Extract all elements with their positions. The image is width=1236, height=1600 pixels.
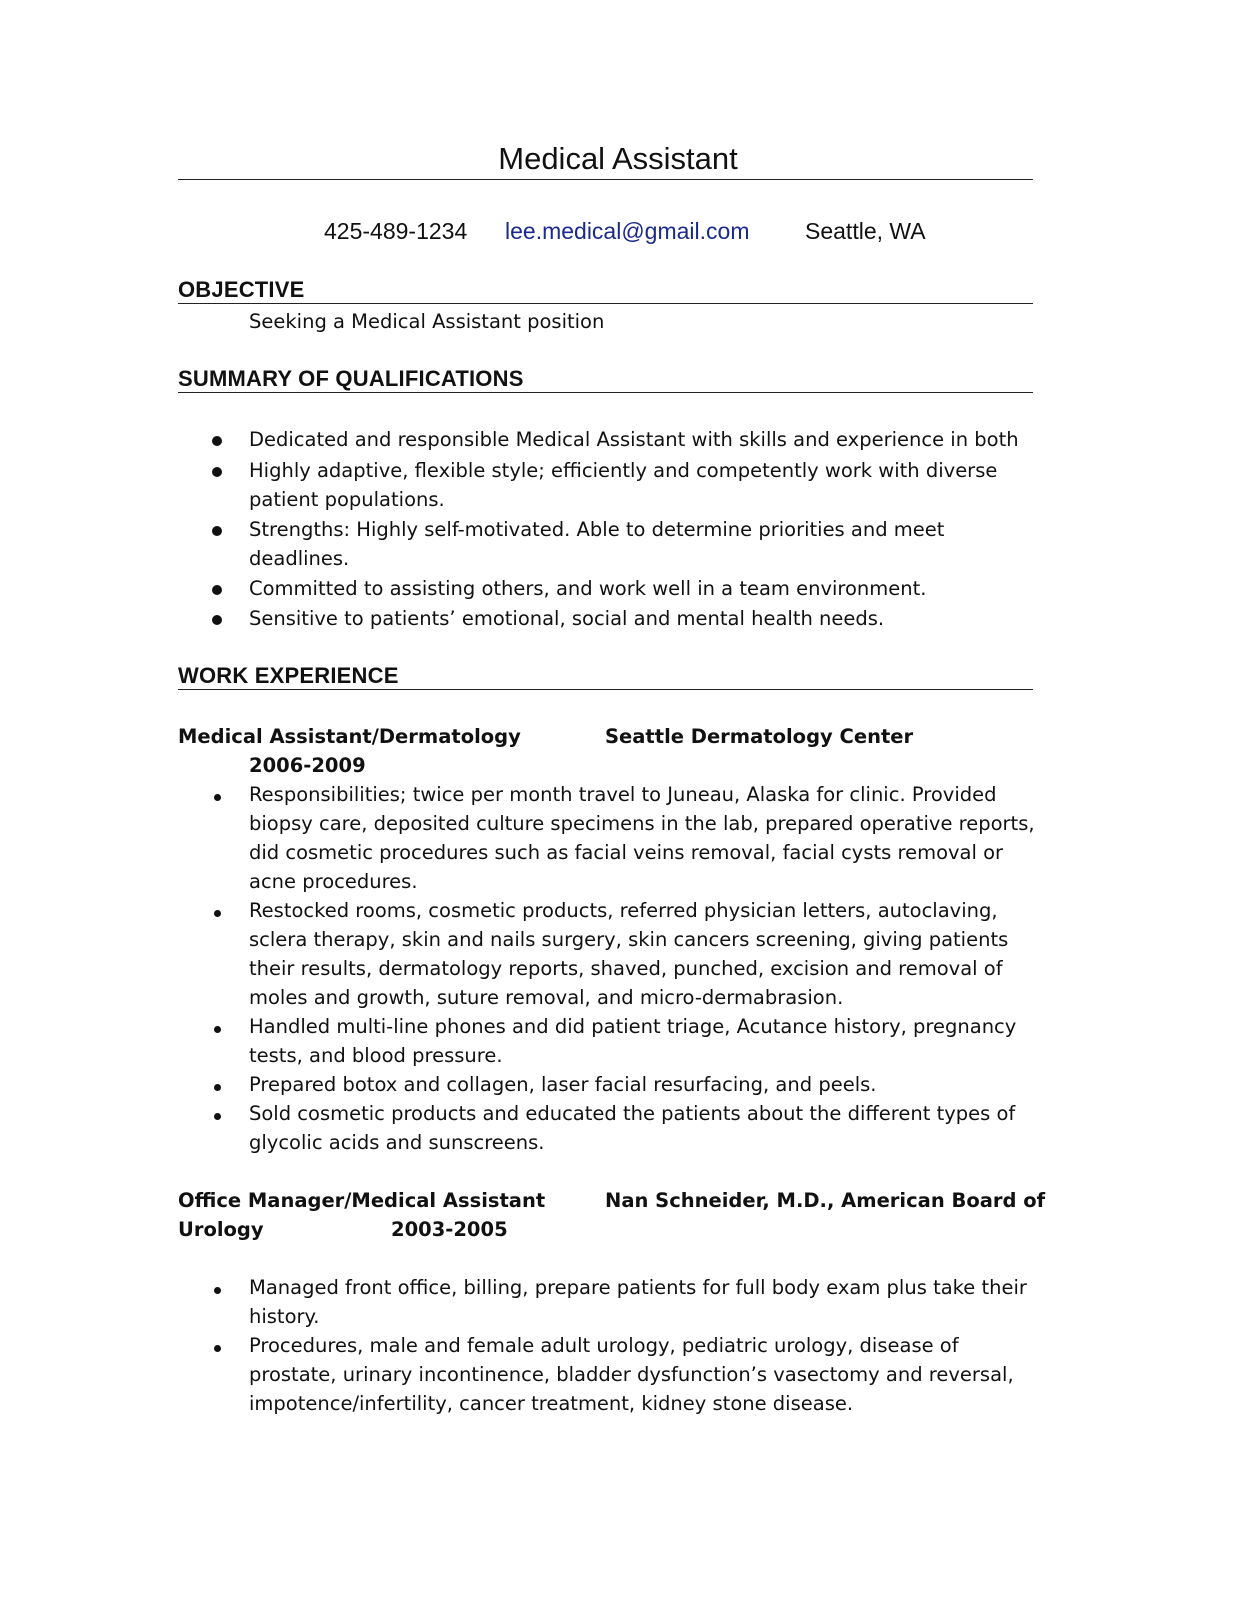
summary-item-1-line-1: Dedicated and responsible Medical Assistant with skills and experience in both [249, 428, 1019, 451]
job-employer-continued: Urology [178, 1218, 264, 1241]
summary-item-5-line-1: Sensitive to patients’ emotional, social and mental health needs. [249, 607, 885, 630]
title-divider [178, 179, 1033, 180]
bullet-icon [214, 1026, 221, 1033]
duty-line: Managed front office, billing, prepare patients for full body exam plus take their [249, 1276, 1027, 1299]
job-employer: Seattle Dermatology Center [605, 725, 914, 748]
objective-divider [178, 303, 1033, 304]
bullet-icon [214, 1345, 221, 1352]
job-title: Office Manager/Medical Assistant [178, 1189, 546, 1212]
duty-line: did cosmetic procedures such as facial veins removal, facial cysts removal or [249, 841, 1004, 864]
duty-line: Responsibilities; twice per month travel to Juneau, Alaska for clinic. Provided [249, 783, 997, 806]
bullet-icon [212, 436, 222, 446]
bullet-icon [212, 467, 222, 477]
duty-line: Procedures, male and female adult urology, pediatric urology, disease of [249, 1334, 959, 1357]
work-divider [178, 689, 1033, 690]
duty-line: prostate, urinary incontinence, bladder dysfunction’s vasectomy and reversal, [249, 1363, 1014, 1386]
job-employer: Nan Schneider, M.D., American Board of [605, 1189, 1046, 1212]
duty-line: Handled multi-line phones and did patient triage, Acutance history, pregnancy [249, 1015, 1017, 1038]
resume-title: Medical Assistant [498, 141, 738, 176]
duty-line: glycolic acids and sunscreens. [249, 1131, 545, 1154]
bullet-icon [214, 910, 221, 917]
duty-line: moles and growth, suture removal, and micro-dermabrasion. [249, 986, 844, 1009]
duty-line: their results, dermatology reports, shaved, punched, excision and removal of [249, 957, 1003, 980]
bullet-icon [214, 1084, 221, 1091]
phone-number: 425-489-1234 [324, 218, 468, 244]
duty-line: Restocked rooms, cosmetic products, referred physician letters, autoclaving, [249, 899, 998, 922]
bullet-icon [214, 1287, 221, 1294]
summary-item-2-line-2: patient populations. [249, 488, 445, 511]
summary-item-3-line-1: Strengths: Highly self-motivated. Able to determine priorities and meet [249, 518, 945, 541]
job-title: Medical Assistant/Dermatology [178, 725, 521, 748]
summary-heading: SUMMARY OF QUALIFICATIONS [178, 366, 524, 391]
email-link[interactable]: lee.medical@gmail.com [505, 218, 750, 244]
summary-item-3-line-2: deadlines. [249, 547, 350, 570]
job-dates: 2003-2005 [391, 1218, 508, 1241]
bullet-icon [214, 794, 221, 801]
duty-line: Sold cosmetic products and educated the patients about the different types of [249, 1102, 1016, 1125]
job-dates: 2006-2009 [249, 754, 366, 777]
objective-heading: OBJECTIVE [178, 277, 305, 302]
summary-divider [178, 392, 1033, 393]
duty-line: biopsy care, deposited culture specimens in the lab, prepared operative reports, [249, 812, 1035, 835]
bullet-icon [214, 1113, 221, 1120]
summary-item-2-line-1: Highly adaptive, flexible style; efficiently and competently work with diverse [249, 459, 998, 482]
duty-line: tests, and blood pressure. [249, 1044, 503, 1067]
duty-line: history. [249, 1305, 320, 1328]
objective-text: Seeking a Medical Assistant position [249, 310, 605, 333]
location: Seattle, WA [805, 218, 926, 244]
duty-line: acne procedures. [249, 870, 418, 893]
work-heading: WORK EXPERIENCE [178, 663, 399, 688]
bullet-icon [212, 526, 222, 536]
duty-line: sclera therapy, skin and nails surgery, skin cancers screening, giving patients [249, 928, 1009, 951]
summary-item-4-line-1: Committed to assisting others, and work well in a team environment. [249, 577, 927, 600]
bullet-icon [212, 585, 222, 595]
bullet-icon [212, 615, 222, 625]
duty-line: Prepared botox and collagen, laser facial resurfacing, and peels. [249, 1073, 877, 1096]
duty-line: impotence/infertility, cancer treatment, kidney stone disease. [249, 1392, 854, 1415]
